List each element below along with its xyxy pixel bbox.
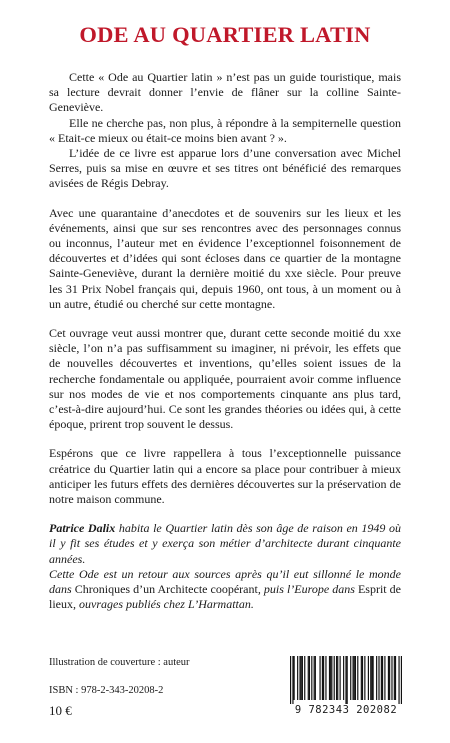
barcode-bar (330, 656, 331, 700)
barcode-bar (352, 656, 353, 700)
barcode-bar (297, 656, 298, 700)
barcode-bar (354, 656, 355, 700)
barcode-bar (308, 656, 309, 700)
barcode-bar (323, 656, 324, 700)
barcode-bar (373, 656, 374, 700)
barcode-bar (347, 656, 348, 704)
barcode-digits: 9 782343 202082 (290, 704, 402, 716)
barcode-bar (294, 656, 295, 700)
cover-credit: Illustration de couverture : auteur (49, 657, 190, 668)
barcode-bar (357, 656, 358, 700)
book-title: ODE AU QUARTIER LATIN (79, 22, 371, 47)
author-name: Patrice Dalix (49, 521, 116, 536)
barcode-bar (370, 656, 371, 700)
barcode-bar (398, 656, 399, 704)
barcode-bar (290, 656, 291, 704)
barcode-bar (337, 656, 338, 700)
barcode-bar (381, 656, 382, 700)
barcode-bar (311, 656, 312, 700)
barcode-bar (322, 656, 323, 700)
barcode-bar (331, 656, 332, 700)
author-bio (49, 521, 401, 567)
barcode-bar (345, 656, 346, 704)
barcode-bar (334, 656, 335, 700)
barcode-bar (389, 656, 390, 700)
barcode-bar (355, 656, 356, 700)
paragraph-anecdotes: Avec une quarantaine d’anecdotes et de souvenirs sur les lieux et les événements, ainsi que sur ses rencontres avec des personnages connus ou inconnus, l’auteur met en évidence l’exceptionnel foisonnement de découvertes et d’idées qui sont écloses dans ce quartier de la montagne Sainte-Geneviève, durant la dernière moitié du xxe siècle. Pour preuve les 31 Prix Nobel français qui, depuis 1960, ont tous, à un moment ou à un autre, étudié ou cherché sur cette montagne. (49, 205, 401, 311)
author-bio-works (49, 567, 401, 613)
paragraph-hope: Espérons que ce livre rappellera à tous l’exceptionnelle puissance créatrice du Quartier latin qui a encore sa place pour contribuer à mieux anticiper les futurs effets des dernières découvertes sur la préservation de notre maison commune. (49, 446, 401, 507)
price: 10 € (49, 703, 72, 718)
isbn: ISBN : 978-2-343-20208-2 (49, 685, 164, 696)
barcode-bar (394, 656, 395, 700)
barcode-bar (376, 656, 377, 700)
barcode-bar (340, 656, 341, 700)
paragraph-purpose: Cet ouvrage veut aussi montrer que, durant cette seconde moitié du xxe siècle, l’on n’a pas suffisamment su imaginer, ni prévoir, les effets que de nouvelles découvertes et inventions, qu’elles soient issues de la recherche fondamentale ou appliquée, pourraient avoir comme influence sur nos modes de vie et nos comportements cinquante ans plus tard, c’est-à-dire aujourd’hui. Ce sont les grandes théories ou idées qui, à cette époque, prirent trop souvent le dessus. (49, 326, 401, 432)
author-bio-works-b: , puis l’Europe dans (257, 582, 358, 597)
barcode-bar (302, 656, 303, 700)
isbn-barcode (290, 656, 402, 714)
barcode-bar (329, 656, 330, 700)
barcode-bar (361, 656, 362, 700)
barcode-bar (350, 656, 351, 700)
author-bio-works-a: Cette Ode est un retour aux sources après qu’il eut sillonné le monde dans (49, 566, 401, 597)
barcode-bar (299, 656, 300, 700)
barcode-bar (301, 656, 302, 700)
barcode-bar (371, 656, 372, 700)
author-bio-line1: habita le Quartier latin dès son âge de raison en 1949 où il y fit ses études et y exerça son métier d’architecte durant cinquante années. (49, 521, 401, 566)
barcode-bar (401, 656, 402, 704)
barcode-bar (362, 656, 363, 700)
barcode-bar (378, 656, 379, 700)
barcode-bar (384, 656, 385, 700)
barcode-bars (290, 656, 402, 704)
barcode-bar (382, 656, 383, 700)
paragraph-origin: L’idée de ce livre est apparue lors d’une conversation avec Michel Serres, puis sa mise en œuvre et ses titres ont bénéficié des remarques avisées de Régis Debray. (49, 146, 401, 191)
barcode-bar (325, 656, 326, 700)
barcode-bar (292, 656, 293, 704)
book-title-2: Esprit de lieux (49, 582, 401, 612)
barcode-bar (309, 656, 310, 700)
paragraph-question: Elle ne cherche pas, non plus, à répondre à la sempiternelle question « Etait-ce mieux ou était-ce moins bien avant ? ». (49, 115, 401, 145)
paragraph-intro: Cette « Ode au Quartier latin » n’est pas un guide touristique, mais sa lecture devrait donner l’envie de flâner sur la colline Sainte-Geneviève. (49, 70, 401, 115)
barcode-bar (364, 656, 365, 700)
barcode-bar (319, 656, 320, 700)
barcode-bar (314, 656, 315, 700)
barcode-bar (395, 656, 396, 700)
barcode-bar (315, 656, 316, 700)
barcode-bar (388, 656, 389, 700)
barcode-bar (304, 656, 305, 700)
barcode-bar (391, 656, 392, 700)
book-title-1: Chroniques d’un Architecte coopérant (74, 582, 258, 597)
back-cover-text (49, 70, 401, 613)
barcode-bar (343, 656, 344, 700)
author-bio-works-c: , ouvrages publiés chez L’Harmattan. (73, 597, 254, 612)
barcode-bar (368, 656, 369, 700)
barcode-bar (336, 656, 337, 700)
